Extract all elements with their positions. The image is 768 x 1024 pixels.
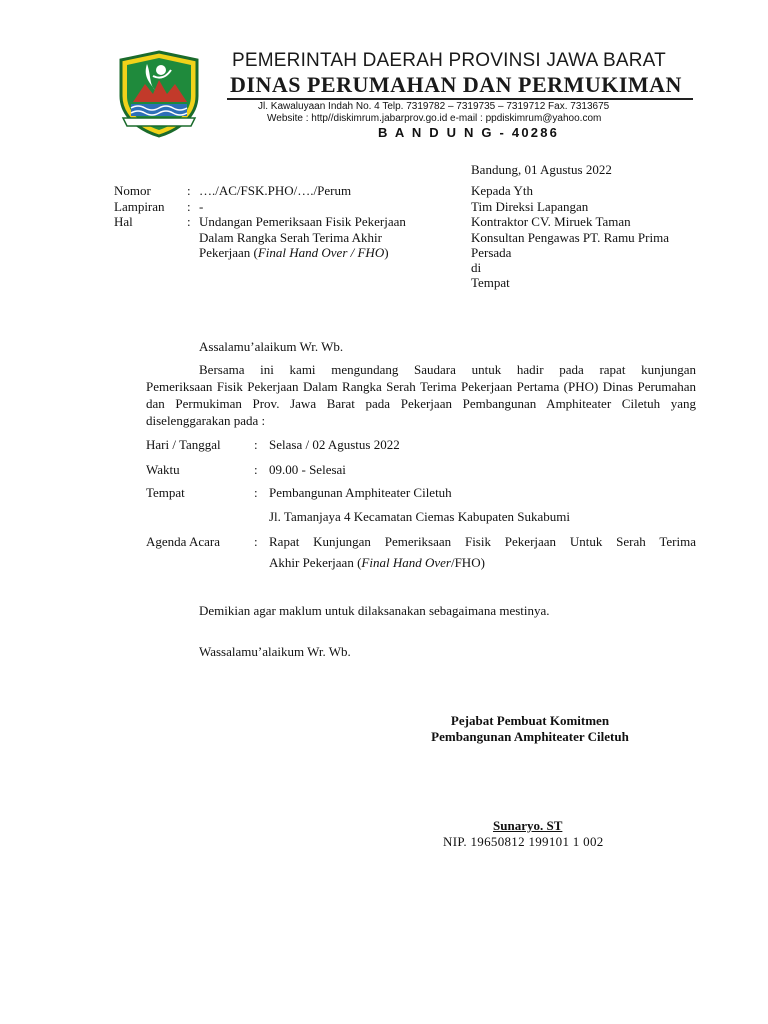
letter-date: Bandung, 01 Agustus 2022 bbox=[471, 162, 612, 177]
recipient-line: di bbox=[471, 260, 482, 275]
signatory-title: Pejabat Pembuat Komitmen bbox=[450, 713, 610, 728]
meta-value: Dalam Rangka Serah Terima Akhir bbox=[199, 230, 382, 245]
detail-value-end: /FHO) bbox=[450, 555, 485, 570]
recipient-line: Konsultan Pengawas PT. Ramu Prima bbox=[471, 230, 669, 245]
detail-separator: : bbox=[254, 437, 258, 452]
meta-separator: : bbox=[187, 199, 191, 214]
detail-value bbox=[269, 555, 485, 571]
closing-sentence: Demikian agar maklum untuk dilaksanakan sebagaimana mestinya. bbox=[199, 603, 550, 618]
meta-value-italic: Final Hand Over / FHO bbox=[257, 245, 385, 260]
detail-label: Hari / Tanggal bbox=[146, 437, 221, 452]
detail-separator: : bbox=[254, 485, 258, 500]
agency-website: Website : http//diskimrum.jabarprov.go.id e-mail : ppdiskimrum@yahoo.com bbox=[267, 113, 602, 124]
intro-rest: Pemeriksaan Fisik Pekerjaan Dalam Rangka Serah Terima Pekerjaan Pertama (PHO) Dinas Perumahan dan Permukiman Prov. Jawa Barat pada Pekerjaan Pembangunan Amphiteater Ciletuh yang diselenggarakan pada : bbox=[146, 379, 696, 428]
meta-value: …./AC/FSK.PHO/…./Perum bbox=[199, 183, 352, 198]
detail-separator: : bbox=[254, 534, 258, 549]
detail-value: Rapat Kunjungan Pemeriksaan Fisik Pekerjaan Untuk Serah Terima bbox=[269, 534, 696, 549]
header-rule bbox=[227, 98, 693, 100]
meta-value: - bbox=[199, 199, 204, 214]
recipient-line: Tim Direksi Lapangan bbox=[471, 199, 589, 214]
meta-value-text: Pekerjaan ( bbox=[199, 245, 258, 260]
detail-label: Waktu bbox=[146, 462, 180, 477]
intro-first-line: Bersama ini kami mengundang Saudara untuk hadir pada rapat kunjungan bbox=[199, 362, 696, 377]
meta-value-end: ) bbox=[384, 245, 389, 260]
recipient-line: Kontraktor CV. Miruek Taman bbox=[471, 214, 631, 229]
detail-value-italic: Final Hand Over bbox=[361, 555, 451, 570]
detail-separator: : bbox=[254, 462, 258, 477]
meta-separator: : bbox=[187, 214, 191, 229]
meta-value bbox=[199, 245, 389, 261]
greeting: Assalamu’alaikum Wr. Wb. bbox=[199, 339, 344, 354]
detail-value: Pembangunan Amphiteater Ciletuh bbox=[269, 485, 452, 500]
recipient-line: Persada bbox=[471, 245, 512, 260]
detail-value: 09.00 - Selesai bbox=[269, 462, 346, 477]
detail-value: Jl. Tamanjaya 4 Kecamatan Ciemas Kabupaten Sukabumi bbox=[269, 509, 571, 524]
intro-paragraph bbox=[146, 361, 696, 429]
meta-label: Nomor bbox=[114, 183, 151, 198]
signatory-nip: NIP. 19650812 199101 1 002 bbox=[443, 834, 604, 849]
government-name: PEMERINTAH DAERAH PROVINSI JAWA BARAT bbox=[232, 50, 666, 71]
meta-value: Undangan Pemeriksaan Fisik Pekerjaan bbox=[199, 214, 406, 229]
signatory-project: Pembangunan Amphiteater Ciletuh bbox=[431, 729, 629, 744]
recipient-line: Tempat bbox=[471, 275, 510, 290]
detail-label: Tempat bbox=[146, 485, 185, 500]
detail-label: Agenda Acara bbox=[146, 534, 220, 549]
signatory-name: Sunaryo. ST bbox=[493, 818, 563, 833]
recipient-line: Kepada Yth bbox=[471, 183, 533, 198]
detail-value-text: Akhir Pekerjaan ( bbox=[269, 555, 362, 570]
meta-separator: : bbox=[187, 183, 191, 198]
west-java-logo-icon bbox=[117, 50, 201, 138]
farewell: Wassalamu’alaikum Wr. Wb. bbox=[199, 644, 351, 659]
agency-address: Jl. Kawaluyaan Indah No. 4 Telp. 7319782 – 7319735 – 7319712 Fax. 7313675 bbox=[258, 101, 610, 112]
meta-label: Hal bbox=[114, 214, 133, 229]
agency-name: DINAS PERUMAHAN DAN PERMUKIMAN bbox=[230, 72, 682, 97]
meta-label: Lampiran bbox=[114, 199, 165, 214]
agency-city: B A N D U N G - 40286 bbox=[378, 125, 560, 140]
detail-value: Selasa / 02 Agustus 2022 bbox=[269, 437, 400, 452]
